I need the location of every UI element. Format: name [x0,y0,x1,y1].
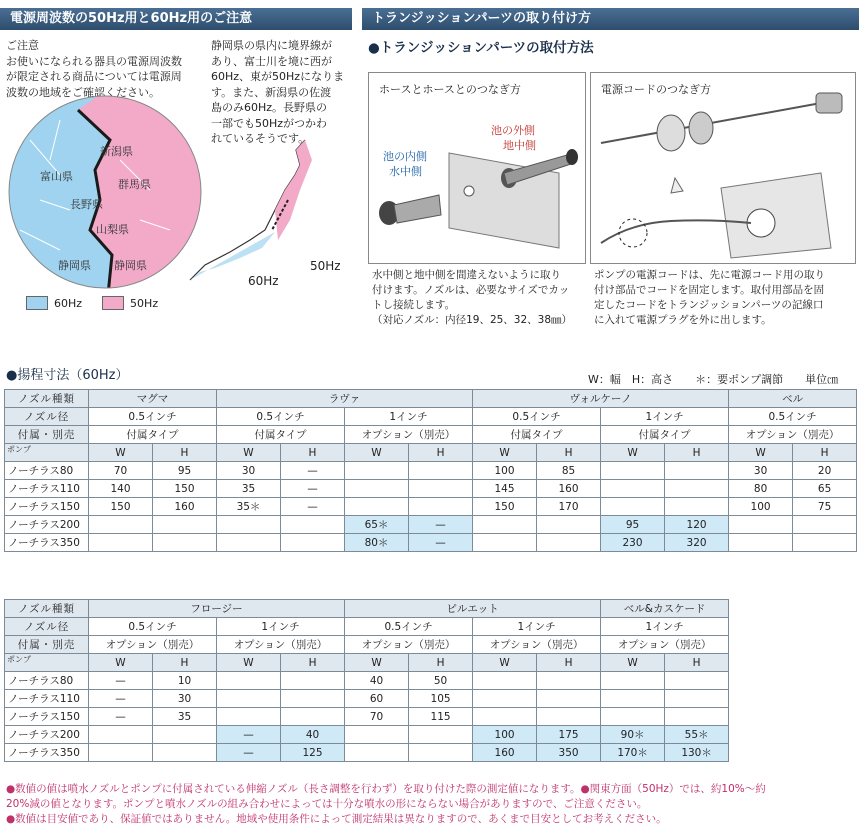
power-diagram [590,72,856,264]
table-cell: 160 [153,498,217,516]
table-cell: 105 [409,690,473,708]
row-label-type: ノズル種類 [5,600,89,618]
footnote-line: 20%減の値となります。ポンプと噴水ノズルの組み合わせによっては十分な噴水の形にならない場合がありますので、ご注意ください。 [6,798,648,810]
table-cell: 170 [537,498,601,516]
table-cell: — [281,480,345,498]
legend-swatch-60hz [26,296,48,310]
col-w: W [217,654,281,672]
table-row [5,672,729,690]
col-w: W [601,444,665,462]
table-cell [217,690,281,708]
table-cell: 35＊ [217,498,281,516]
unit-star: ＊：要ポンプ調節 [695,373,784,386]
table-cell [281,690,345,708]
col-h: H [281,444,345,462]
note-line: 一部でも50Hzがつかわ [211,116,328,130]
table-cell: 70 [89,462,153,480]
table-cell: 150 [153,480,217,498]
table-cell [281,516,345,534]
col-h: H [281,654,345,672]
table-cell: 125 [281,744,345,762]
table-cell [793,534,857,552]
outer-side-subtext: 地中側 [503,139,536,152]
accessory-type: オプション（別売） [345,636,473,654]
pump-name: ノーチラス80 [5,462,89,480]
table-cell [537,690,601,708]
table-cell: 130＊ [665,744,729,762]
table-cell: 35 [153,708,217,726]
pump-name: ノーチラス80 [5,672,89,690]
inner-side-subtext: 水中側 [389,165,422,178]
table-row [5,516,857,534]
col-w: W [345,444,409,462]
nozzle-diameter: 0.5インチ [729,408,857,426]
nozzle-type: マグマ [89,390,217,408]
table-cell [281,672,345,690]
lift-title: ●揚程寸法（60Hz） [6,368,129,383]
nozzle-diameter: 0.5インチ [473,408,601,426]
table-cell [665,708,729,726]
accessory-type: オプション（別売） [729,426,857,444]
table-cell: 50 [409,672,473,690]
table-row [5,534,857,552]
table-cell: 150 [473,498,537,516]
table-cell: — [409,534,473,552]
accessory-type: オプション（別売） [601,636,729,654]
table-cell: 75 [793,498,857,516]
table-cell [217,708,281,726]
table-cell [729,516,793,534]
table-cell [153,744,217,762]
table-cell [217,534,281,552]
map-legend [26,296,158,310]
accessory-type: オプション（別売） [345,426,473,444]
table-cell [409,480,473,498]
table-cell [601,480,665,498]
table-cell: 40 [345,672,409,690]
nozzle-type: ラヴァ [217,390,473,408]
table-cell [601,462,665,480]
inner-side-text: 池の内側 [383,150,427,163]
unit-cm: 単位㎝ [805,373,839,386]
col-h: H [537,654,601,672]
table-row [5,708,729,726]
col-h: H [793,444,857,462]
pump-label: ポンプ [5,654,89,672]
table-cell [153,534,217,552]
nozzle-diameter: 1インチ [601,618,729,636]
table-cell: 115 [409,708,473,726]
footnotes [6,782,856,827]
table-cell: 60 [345,690,409,708]
table-cell [537,672,601,690]
table-cell [601,690,665,708]
table-row [5,480,857,498]
table-cell: 35 [217,480,281,498]
nozzle-diameter: 1インチ [601,408,729,426]
unit-wh: W：幅 H：高さ [588,373,674,386]
desc-line: ポンプの電源コードは、先に電源コード用の取り [594,269,825,281]
table-cell [89,534,153,552]
pump-name: ノーチラス350 [5,534,89,552]
nozzle-type: ベル [729,390,857,408]
accessory-type: オプション（別売） [89,636,217,654]
table-cell [281,534,345,552]
nozzle-diameter: 1インチ [345,408,473,426]
table-cell: 65 [793,480,857,498]
accessory-type: 付属タイプ [601,426,729,444]
table-cell: — [217,726,281,744]
table-cell [537,516,601,534]
row-label-accessory: 付属・別売 [5,426,89,444]
transition-title: ●トランジッションパーツの取付方法 [368,40,594,56]
table-cell [665,690,729,708]
nozzle-type: ベル&カスケード [601,600,729,618]
table-cell [793,516,857,534]
pump-name: ノーチラス200 [5,726,89,744]
desc-line: 付けます。ノズルは、必要なサイズでカッ [372,284,570,296]
table-cell [153,516,217,534]
table-row [5,726,729,744]
table-cell: 10 [153,672,217,690]
table-cell [409,498,473,516]
power-illustration [591,73,855,263]
col-w: W [729,444,793,462]
note-line: ご注意 [6,39,39,52]
table-cell: — [89,672,153,690]
note-line: お使いになられる器具の電源周波数 [6,54,182,68]
col-h: H [537,444,601,462]
col-w: W [217,444,281,462]
table-cell [153,726,217,744]
inner-side-label [383,149,427,179]
table-cell: 150 [89,498,153,516]
col-h: H [409,654,473,672]
table-cell: 65＊ [345,516,409,534]
table-cell: — [89,690,153,708]
table-cell: 160 [473,744,537,762]
table-cell [665,462,729,480]
table-cell [281,708,345,726]
table-cell: 160 [537,480,601,498]
desc-line: トし接続します。 [372,299,456,311]
desc-line: 付け部品でコードを固定します。取付用部品を固 [594,284,825,296]
desc-line: （対応ノズル：内径19、25、32、38㎜） [372,314,573,326]
pump-name: ノーチラス110 [5,480,89,498]
table-cell [473,516,537,534]
table-cell [473,690,537,708]
nozzle-diameter: 1インチ [473,618,601,636]
table-cell [665,672,729,690]
table-cell: 40 [281,726,345,744]
power-description [594,268,856,328]
note-line: 静岡県の県内に境界線が [211,39,332,52]
nozzle-diameter: 0.5インチ [89,618,217,636]
table-cell: 85 [537,462,601,480]
table-cell: — [217,744,281,762]
table-cell [601,708,665,726]
table-cell: — [281,462,345,480]
map-label-shizuoka-east: 静岡県 [114,259,147,272]
table-cell [665,480,729,498]
map-label-60hz: 60Hz [248,274,279,288]
row-label-diameter: ノズル径 [5,618,89,636]
nozzle-diameter: 1インチ [217,618,345,636]
desc-line: 定したコードをトランジッションパーツの記線口 [594,299,824,311]
table-cell [345,726,409,744]
table-cell: 80＊ [345,534,409,552]
col-w: W [601,654,665,672]
hose-diagram-title: ホースとホースとのつなぎ方 [379,83,521,96]
note-line: す。また、新潟県の佐渡 [211,85,332,99]
pump-name: ノーチラス150 [5,498,89,516]
table-cell [89,744,153,762]
map-label-niigata: 新潟県 [100,145,133,158]
map-label-toyama: 富山県 [40,170,73,183]
note-line: 島のみ60Hz。長野県の [211,101,328,114]
nozzle-type: ヴォルケーノ [473,390,729,408]
table-cell [345,498,409,516]
map-label-nagano: 長野県 [70,198,103,211]
footnote-line: ●数値は目安値であり、保証値ではありません。地域や使用条件によって測定結果は異なりますので、あくまで目安としてお考えください。 [6,813,667,825]
table-cell [601,672,665,690]
table-cell [345,480,409,498]
col-h: H [665,444,729,462]
row-label-accessory: 付属・別売 [5,636,89,654]
table-cell [89,726,153,744]
frequency-map [0,80,355,295]
table-cell: 95 [153,462,217,480]
nozzle-diameter: 0.5インチ [217,408,345,426]
table-cell: 70 [345,708,409,726]
table-cell [409,726,473,744]
map-label-shizuoka: 静岡県 [58,259,91,272]
table-row [5,498,857,516]
table-cell: 120 [665,516,729,534]
col-h: H [409,444,473,462]
frequency-header: 電源周波数の50Hz用と60Hz用のご注意 [0,8,352,30]
unit-legend [588,371,838,387]
map-label-gunma: 群馬県 [118,178,151,191]
nozzle-type: フロージー [89,600,345,618]
pump-name: ノーチラス350 [5,744,89,762]
table-row [5,744,729,762]
table-cell [729,534,793,552]
table-cell: 140 [89,480,153,498]
table-cell: 350 [537,744,601,762]
table-cell: 230 [601,534,665,552]
accessory-type: オプション（別売） [473,636,601,654]
table-cell: 90＊ [601,726,665,744]
table-cell: 100 [729,498,793,516]
accessory-type: オプション（別売） [217,636,345,654]
col-h: H [153,444,217,462]
legend-swatch-50hz [102,296,124,310]
table-cell: 55＊ [665,726,729,744]
nozzle-diameter: 0.5インチ [345,618,473,636]
power-diagram-title: 電源コードのつなぎ方 [601,83,711,96]
table-cell [217,672,281,690]
pump-name: ノーチラス200 [5,516,89,534]
table-row [5,462,857,480]
nozzle-type: ピルエット [345,600,601,618]
accessory-type: 付属タイプ [89,426,217,444]
table-cell: 100 [473,726,537,744]
col-h: H [153,654,217,672]
col-w: W [345,654,409,672]
desc-line: 水中側と地中側を間違えないように取り [372,269,561,281]
table-cell: — [89,708,153,726]
table-cell [217,516,281,534]
table-row [5,690,729,708]
pump-name: ノーチラス150 [5,708,89,726]
col-w: W [89,444,153,462]
table-cell: 100 [473,462,537,480]
accessory-type: 付属タイプ [217,426,345,444]
note-line: れているそうです。 [211,132,310,145]
note-line: あり、富士川を境に西が [211,54,332,68]
transition-header: トランジッションパーツの取り付け方 [362,8,859,30]
table-cell [409,462,473,480]
table-cell: 30 [729,462,793,480]
col-w: W [473,654,537,672]
legend-label-60hz: 60Hz [54,296,83,310]
outer-side-text: 池の外側 [491,124,535,137]
table-cell: 320 [665,534,729,552]
table-cell [473,534,537,552]
map-label-50hz: 50Hz [310,259,341,273]
col-h: H [665,654,729,672]
pump-name: ノーチラス110 [5,690,89,708]
table-cell [601,498,665,516]
table-cell [473,672,537,690]
table-cell: — [281,498,345,516]
table-cell: — [409,516,473,534]
hose-description [372,268,590,328]
table-cell [345,744,409,762]
table-cell: 30 [153,690,217,708]
table-cell [537,534,601,552]
table-cell: 145 [473,480,537,498]
table-cell [409,744,473,762]
row-label-diameter: ノズル径 [5,408,89,426]
table-cell: 20 [793,462,857,480]
legend-label-50hz: 50Hz [130,296,159,310]
note-line: 波数の地域をご確認ください。 [6,85,160,99]
footnote-line: ●数値の値は噴水ノズルとポンプに付属されている伸縮ノズル（長さ調整を行わず）を取り付けた際の測定値になります。●関東方面（50Hz）では、約10%～約 [6,783,766,795]
table-cell: 80 [729,480,793,498]
row-label-type: ノズル種類 [5,390,89,408]
nozzle-diameter: 0.5インチ [89,408,217,426]
desc-line: に入れて電源プラグを外に出します。 [594,314,772,326]
table-cell [537,708,601,726]
table-cell [345,462,409,480]
hose-diagram [368,72,586,264]
table-cell: 175 [537,726,601,744]
note-line: が限定される商品については電源周 [6,70,182,83]
accessory-type: 付属タイプ [473,426,601,444]
pump-label: ポンプ [5,444,89,462]
table-cell: 30 [217,462,281,480]
col-w: W [473,444,537,462]
table-cell [473,708,537,726]
lift-table-1 [4,389,857,552]
lift-table-2 [4,599,729,762]
map-label-yamanashi: 山梨県 [96,223,129,236]
table-cell [89,516,153,534]
col-w: W [89,654,153,672]
table-cell [665,498,729,516]
table-cell: 95 [601,516,665,534]
note-line: 60Hz、東が50Hzになりま [211,70,345,83]
outer-side-label [491,123,536,153]
table-cell: 170＊ [601,744,665,762]
